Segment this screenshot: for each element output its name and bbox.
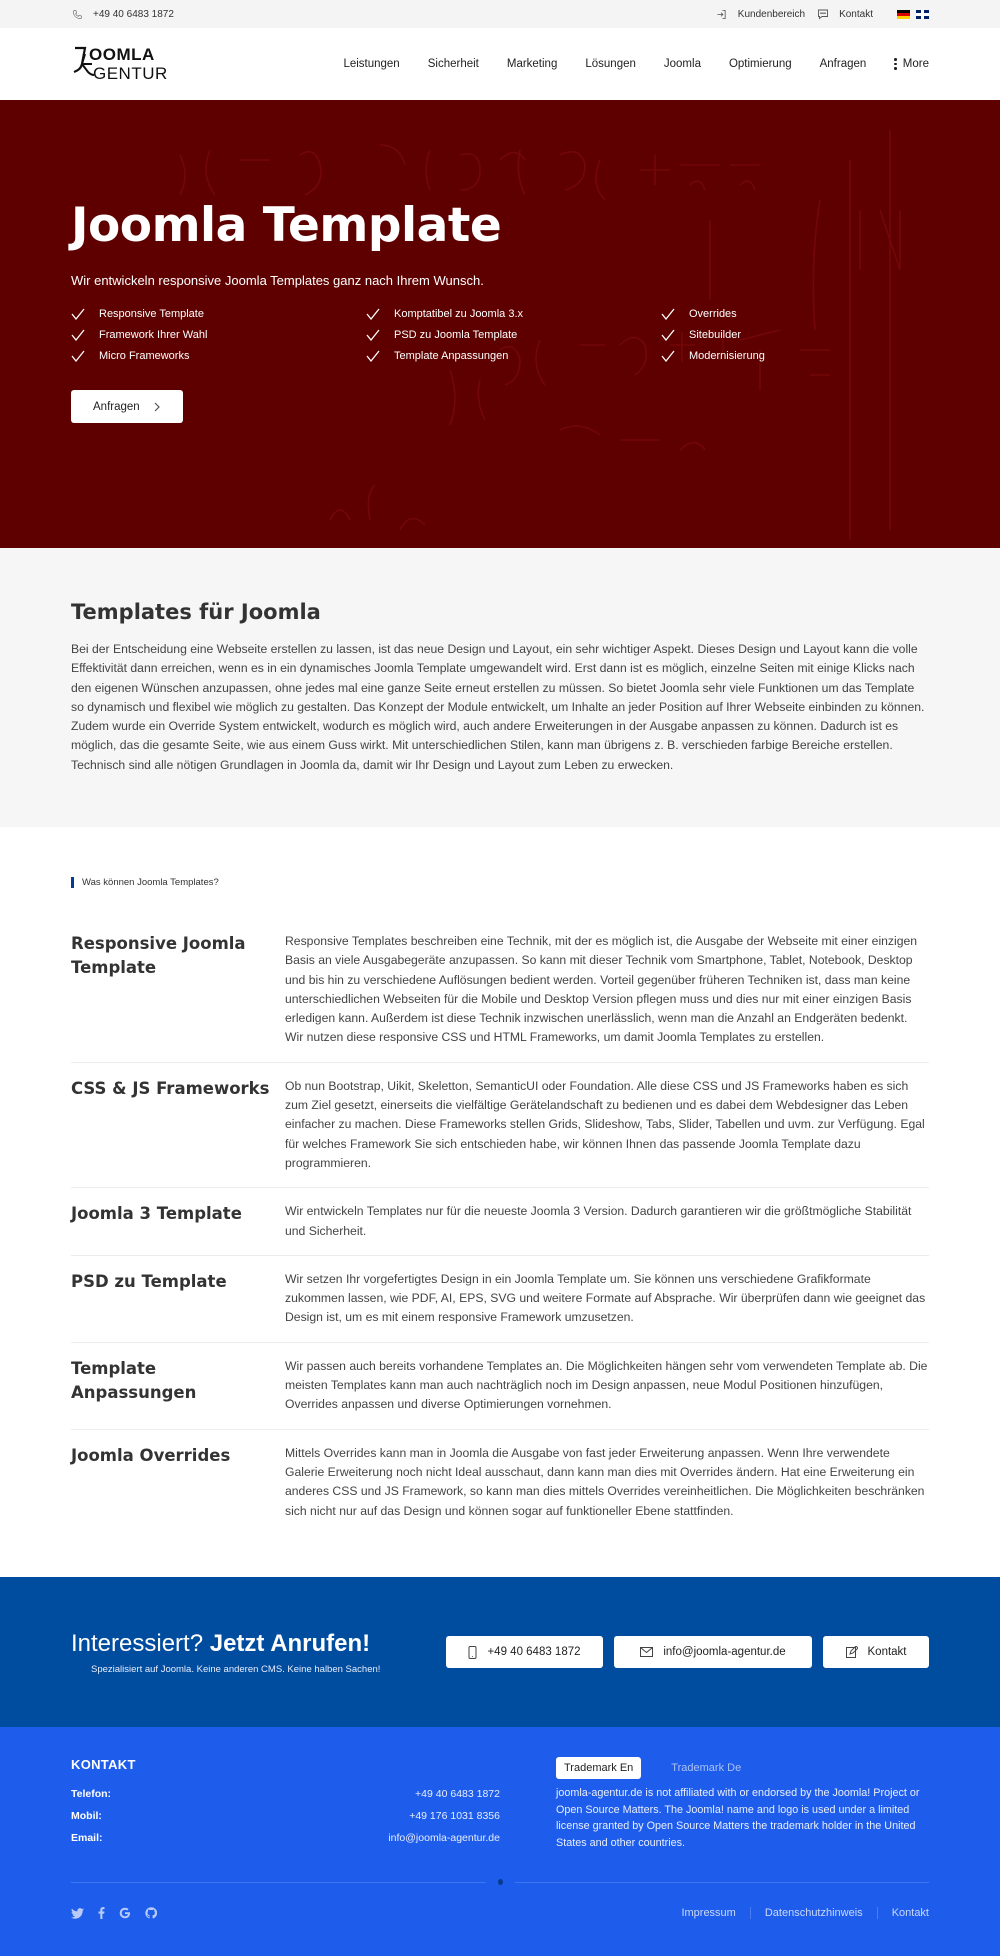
contact-value[interactable]: +49 40 6483 1872 (415, 1788, 500, 1800)
nav-item-anfragen[interactable]: Anfragen (819, 58, 867, 70)
feature-text: Ob nun Bootstrap, Uikit, Skeletton, SemanticUI oder Foundation. Alle diese CSS und JS Frameworks haben es sich zum Ziel gesetzt, einerseits die vielfältige Gerätelandschaft zu bedienen und es dabei dem Webdesigner das Leben einfacher zu machen. Diese Frameworks stellen Grids, Slideshow, Tabs, Slider, Tabellen und uvm. zur Verfügung. Egal für welches Framework Sie sich entschieden habe, wir können Ihnen das passende Joomla Template dazu programmieren. (285, 1078, 925, 1170)
cta-title (71, 1630, 380, 1658)
check-icon (71, 350, 85, 362)
footer-kontakt (71, 1757, 500, 1851)
topbar-kontakt-label: Kontakt (839, 8, 873, 20)
eyebrow-label: Was können Joomla Templates? (82, 877, 219, 888)
trademark-panel (556, 1757, 929, 1851)
hero-section (0, 100, 1000, 548)
tab-trademark-en[interactable]: Trademark En (556, 1757, 641, 1779)
phone-icon (71, 8, 83, 20)
intro-section (0, 548, 1000, 827)
intro-body: Bei der Entscheidung eine Webseite erstellen zu lassen, ist das neue Design und Layout, ein sehr wichtiger Aspekt. Dieses Design und Layout kann die volle Effektivität dann erreichen, wenn es in ein dynamisches Joomla Template umgewandelt wird. Erst dann ist es möglich, einzelne Seiten mit einige Klicks nach den eigenen Wünschen anzupassen, ohne jedes mal eine ganze Seite erneut erstellen zu müssen. So bietet Joomla sehr viele Funktionen um das Template so dynamisch und flexibel wie möglich zu gestalten. Das Konzept der Module entwickelt, um Inhalte an jeder Position auf Ihrer Webseite einbinden zu können. Zudem wurde ein Override System entwickelt, wodurch es möglich wird, auch andere Erweiterungen in der Ausgabe anpassen zu können. Dadurch ist es möglich, das die gesamte Seite, wie aus einem Guss wirkt. Mit unterschiedlichen Stilen, kann man übrigens z. B. verschieden farbige Bereiche erstellen. Technisch sind alle nötigen Grundlagen in Joomla da, damit wir Ihr Design und Layout zum Leben zu erwecken. (71, 642, 925, 772)
nav-more-button[interactable] (894, 58, 929, 70)
english-flag-icon[interactable] (916, 10, 929, 19)
feature-row (71, 1063, 929, 1188)
cta-kontakt-label: Kontakt (867, 1646, 907, 1658)
check-icon (661, 329, 675, 341)
hero-subtitle: Wir entwickeln responsive Joomla Templates ganz nach Ihrem Wunsch. (71, 273, 484, 288)
hero-feature-list (71, 308, 929, 362)
main-nav (343, 58, 929, 70)
hero-feature (366, 350, 661, 362)
envelope-icon (640, 1647, 653, 1657)
feature-text: Wir setzen Ihr vorgefertigtes Design in ein Joomla Template um. Sie können uns verschiedene Grafikformate zukommen lassen, wie PDF, AI, EPS, SVG und weitere Formate auf Absprache. Wir überprüfen dann wie geeignet das Design ist, um es mit einem responsive Framework umzusetzen. (285, 1271, 926, 1325)
feature-row (71, 1343, 929, 1430)
feature-text: Mittels Overrides kann man in Joomla die Ausgabe von fast jeder Erweiterung anpassen. Wenn Ihre verwendete Galerie Erweiterung noch nicht Ideal ausschaut, dann kann man dies mit Overrides ändern. Hat eine Erweiterung ein anderes CSS und JS Framework, so kann man dies mittels Overrides vereinheitlichen. Die Möglichkeiten beschränken sich nicht nur auf das Design und können sogar auf funktioneller Ebene stattfinden. (285, 1445, 925, 1518)
footer-link-kontakt[interactable]: Kontakt (877, 1907, 929, 1919)
hero-feature (71, 350, 366, 362)
feature-text: Responsive Templates beschreiben eine Technik, mit der es möglich ist, die Ausgabe der Webseite mit einer einzigen Basis an viele Ausgabegeräte anzupassen. So kann mit dieser Technik vom Smartphone, Tablet, Notebook, Desktop und bis hin zu verschiedene Auflösungen bedient werden. Vorteil gegenüber früheren Techniken ist, dass man keine unterschiedlichen Webseiten für die Mobile und Desktop Version pflegen muss und dies nur mit einer einzigen Basis erledigen kann. Außerdem ist diese Technik inzwischen unerlässlich, wenn man die Anzahl an Endgeräten bedenkt. Wir nutzen diese responsive CSS und HTML Frameworks, um damit Joomla Templates zu erstellen. (285, 934, 918, 1045)
check-icon (661, 308, 675, 320)
mobile-phone-icon (468, 1646, 477, 1659)
feature-title: Joomla 3 Template (71, 1204, 242, 1224)
hero-feature (366, 308, 661, 320)
hero-feature-label: PSD zu Joomla Template (394, 329, 518, 341)
contact-row (71, 1788, 500, 1800)
intro-title: Templates für Joomla (71, 600, 321, 624)
footer-link-impressum[interactable]: Impressum (681, 1907, 736, 1919)
hero-feature-label: Overrides (689, 308, 737, 320)
logo-line-2: GENTUR (93, 64, 168, 83)
cta-phone-button[interactable] (446, 1636, 603, 1668)
hero-feature (661, 308, 929, 320)
contact-key: Email: (71, 1832, 103, 1844)
hero-feature (71, 308, 366, 320)
hero-feature-label: Template Anpassungen (394, 350, 509, 362)
topbar-phone-number: +49 40 6483 1872 (93, 8, 174, 20)
nav-item-sicherheit[interactable]: Sicherheit (427, 58, 479, 70)
contact-key: Mobil: (71, 1810, 102, 1822)
topbar-kundenbereich-link[interactable] (716, 8, 805, 20)
check-icon (366, 350, 380, 362)
features-section (0, 827, 1000, 1577)
top-bar (0, 0, 1000, 28)
logo-mark-icon (71, 44, 105, 84)
hero-feature (661, 329, 929, 341)
feature-row (71, 1188, 929, 1256)
topbar-kontakt-link[interactable] (817, 8, 873, 20)
nav-item-marketing[interactable]: Marketing (506, 58, 558, 70)
social-links (71, 1907, 157, 1919)
contact-row (71, 1832, 500, 1844)
anfragen-button-label: Anfragen (93, 400, 140, 413)
nav-item-leistungen[interactable]: Leistungen (343, 58, 400, 70)
feature-title: CSS & JS Frameworks (71, 1078, 270, 1098)
footer (0, 1727, 1000, 1956)
contact-row (71, 1810, 500, 1822)
feature-text: Wir entwickeln Templates nur für die neueste Joomla 3 Version. Dadurch garantieren wir die größtmögliche Stabilität und Sicherheit. (285, 1204, 912, 1238)
facebook-icon[interactable] (98, 1907, 105, 1919)
contact-key: Telefon: (71, 1788, 112, 1800)
hero-title: Joomla Template (71, 198, 502, 253)
hero-feature (661, 350, 929, 362)
hero-feature-label: Komptatibel zu Joomla 3.x (394, 308, 524, 320)
eyebrow-accent-bar (71, 877, 74, 888)
nav-item-joomla[interactable]: Joomla (663, 58, 701, 70)
feature-text: Wir passen auch bereits vorhandene Templates an. Die Möglichkeiten hängen sehr vom verwendeten Template ab. Die meisten Templates kann man auch nachträglich noch im Design anpassen, neue Modul Positionen hinzufügen, Overrides anpassen und diverse Optimierungen vornehmen. (285, 1358, 928, 1412)
check-icon (661, 350, 675, 362)
feature-row (71, 1430, 929, 1535)
topbar-kundenbereich-label: Kundenbereich (737, 8, 806, 20)
chevron-right-icon (154, 402, 161, 412)
feature-row (71, 1256, 929, 1343)
cta-title-light: Interessiert? (71, 1629, 204, 1657)
main-header (0, 28, 1000, 100)
google-icon[interactable] (119, 1907, 131, 1919)
nav-item-optimierung[interactable]: Optimierung (728, 58, 792, 70)
hero-feature-label: Sitebuilder (689, 329, 741, 341)
cta-kontakt-button[interactable] (823, 1636, 929, 1668)
twitter-icon[interactable] (71, 1908, 84, 1919)
feature-title: Template Anpassungen (71, 1358, 197, 1402)
check-icon (366, 308, 380, 320)
feature-title: Joomla Overrides (71, 1445, 231, 1465)
cta-email-button[interactable] (614, 1636, 812, 1668)
trademark-text: joomla-agentur.de is not affiliated with or endorsed by the Joomla! Project or Open Source Matters. The Joomla! name and logo is used under a limited license granted by Open Source Matters the trademark holder in the United States and other countries. (556, 1787, 920, 1849)
cta-section (0, 1577, 1000, 1727)
cta-tagline: Spezialisiert auf Joomla. Keine anderen CMS. Keine halben Sachen! (91, 1663, 381, 1675)
tab-trademark-de[interactable]: Trademark De (671, 1762, 742, 1774)
login-icon (716, 8, 728, 20)
section-eyebrow (71, 877, 929, 888)
feature-title: Responsive Joomla Template (71, 934, 246, 977)
more-vertical-icon (894, 58, 897, 70)
topbar-phone[interactable] (71, 8, 174, 20)
cta-title-bold: Jetzt Anrufen! (209, 1629, 371, 1657)
footer-link-datenschutz[interactable]: Datenschutzhinweis (750, 1907, 877, 1919)
nav-item-loesungen[interactable]: Lösungen (585, 58, 636, 70)
cta-email-label: info@joomla-agentur.de (663, 1646, 786, 1658)
german-flag-icon[interactable] (897, 10, 910, 19)
logo-line-1: OOMLA (89, 45, 155, 64)
contact-value[interactable]: +49 176 1031 8356 (409, 1810, 500, 1822)
edit-icon (846, 1646, 858, 1658)
check-icon (71, 308, 85, 320)
hero-feature-label: Responsive Template (99, 308, 204, 320)
chat-icon (817, 8, 829, 20)
hero-feature-label: Framework Ihrer Wahl (99, 329, 208, 341)
contact-value[interactable]: info@joomla-agentur.de (388, 1832, 500, 1844)
github-icon[interactable] (145, 1907, 157, 1919)
footer-kontakt-title: KONTAKT (71, 1757, 136, 1772)
legal-links (667, 1907, 929, 1919)
hero-feature (71, 329, 366, 341)
anfragen-button[interactable] (71, 390, 183, 423)
cta-phone-label: +49 40 6483 1872 (487, 1646, 581, 1658)
check-icon (366, 329, 380, 341)
footer-divider (71, 1879, 929, 1885)
site-logo[interactable] (71, 42, 201, 86)
feature-title: PSD zu Template (71, 1271, 227, 1291)
feature-row (71, 918, 929, 1063)
check-icon (71, 329, 85, 341)
hero-feature (366, 329, 661, 341)
hero-feature-label: Modernisierung (689, 350, 765, 362)
nav-more-label: More (902, 58, 929, 70)
divider-dot (498, 1879, 503, 1885)
hero-feature-label: Micro Frameworks (99, 350, 190, 362)
